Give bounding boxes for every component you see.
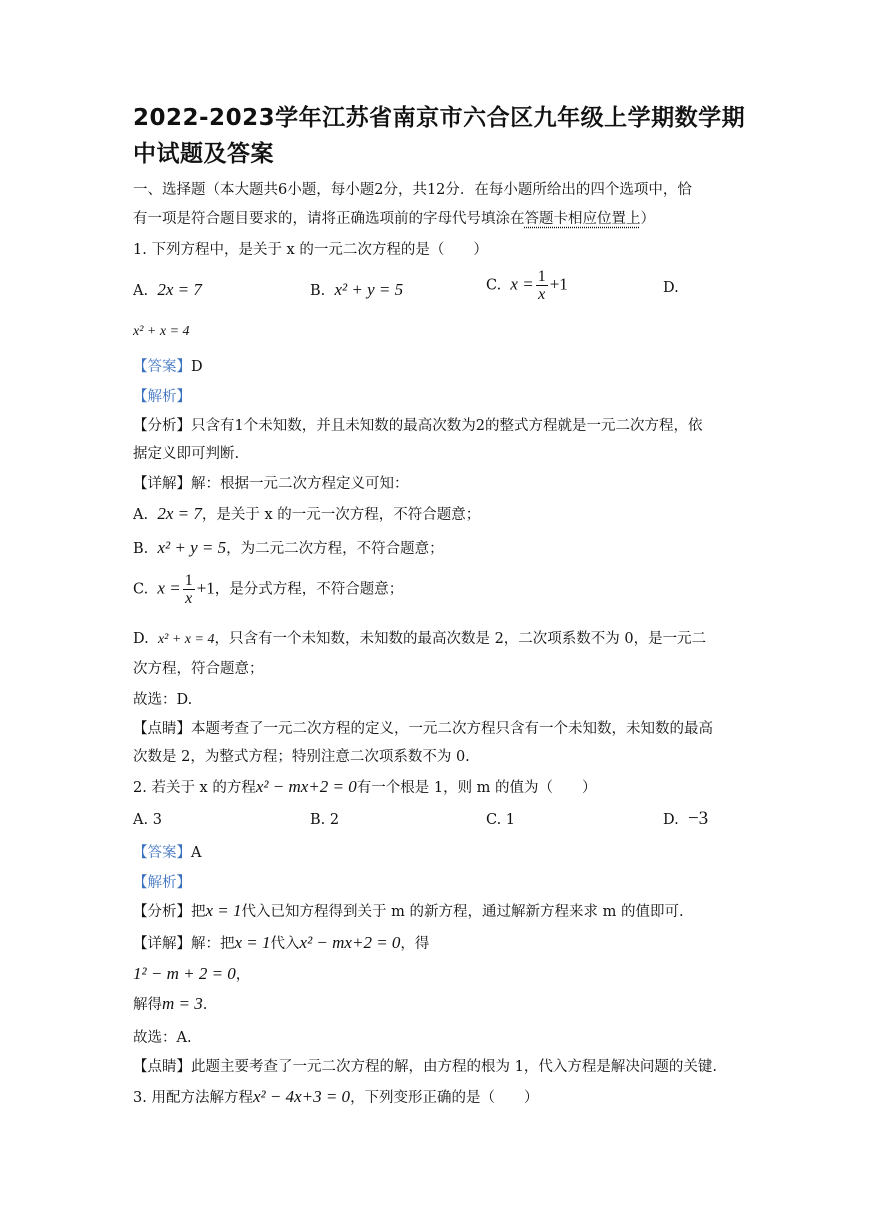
q2-option-a: A. 3 bbox=[133, 812, 162, 828]
q1-dianjing: 【点睛】本题考查了一元二次方程的定义，一元二次方程只含有一个未知数，未知数的最高 bbox=[133, 721, 713, 737]
q2-fenxi: 【分析】把x = 1代入已知方程得到关于 m 的新方程，通过解新方程来求 m 的值即可. bbox=[133, 901, 684, 920]
fraction: $\frac{1}{x}$ bbox=[184, 572, 193, 607]
q1-detail-a: A. 2x = 7，是关于 x 的一元一次方程，不符合题意； bbox=[133, 504, 481, 523]
q1-option-c: C. x = $\frac{1}{x}$ +1 bbox=[486, 268, 568, 303]
q1-dianjing-2: 次数是 2，为整式方程；特别注意二次项系数不为 0. bbox=[133, 749, 470, 765]
q1-stem: 1. 下列方程中，是关于 x 的一元二次方程的是（ ） bbox=[133, 242, 488, 258]
q2-analysis-tag: 【解析】 bbox=[133, 875, 191, 891]
q1-xiangjie: 【详解】解：根据一元二次方程定义可知： bbox=[133, 476, 409, 492]
q1-option-b: B. x² + y = 5 bbox=[310, 280, 404, 299]
q1-guxuan: 故选：D. bbox=[133, 692, 193, 708]
q2-option-c: C. 1 bbox=[486, 812, 516, 828]
q2-answer: 【答案】A bbox=[133, 845, 202, 861]
q2-dianjing: 【点睛】此题主要考查了一元二次方程的解，由方程的根为 1，代入方程是解决问题的关键. bbox=[133, 1059, 717, 1075]
q1-fenxi: 【分析】只含有1个未知数，并且未知数的最高次数为2的整式方程就是一元二次方程，依 bbox=[133, 418, 703, 434]
q1-detail-b: B. x² + y = 5，为二元二次方程，不符合题意； bbox=[133, 538, 444, 557]
q2-option-b: B. 2 bbox=[310, 812, 340, 828]
q2-stem: 2. 若关于 x 的方程x² − mx+2 = 0有一个根是 1，则 m 的值为（ ） bbox=[133, 777, 597, 796]
q2-guxuan: 故选：A. bbox=[133, 1030, 192, 1046]
q1-option-d-label: D. bbox=[663, 280, 679, 296]
q1-fenxi-2: 据定义即可判断. bbox=[133, 446, 240, 462]
q2-option-d: D. −3 bbox=[663, 808, 709, 829]
q1-detail-d-2: 次方程，符合题意； bbox=[133, 661, 264, 677]
section-instruction-line1: 一、选择题（本大题共6小题，每小题2分，共12分．在每小题所给出的四个选项中，恰 bbox=[133, 182, 692, 198]
q1-option-a: A. 2x = 7 bbox=[133, 280, 202, 299]
q1-answer: 【答案】D bbox=[133, 359, 203, 375]
section-instruction-line2: 有一项是符合题目要求的，请将正确选项前的字母代号填涂在答题卡相应位置上） bbox=[133, 211, 655, 227]
fraction: $\frac{1}{x}$ bbox=[537, 268, 546, 303]
q2-xiangjie: 【详解】解：把x = 1代入x² − mx+2 = 0，得 bbox=[133, 933, 430, 952]
q1-option-d-math: x² + x = 4 bbox=[133, 324, 190, 339]
q2-step-2: 解得m = 3. bbox=[133, 994, 208, 1013]
q1-detail-d: D. x² + x = 4，只含有一个未知数，未知数的最高次数是 2，二次项系数不为 0，是一元二 bbox=[133, 631, 707, 647]
q1-detail-c: C. x = $\frac{1}{x}$ +1，是分式方程，不符合题意； bbox=[133, 572, 404, 607]
q1-analysis-tag: 【解析】 bbox=[133, 389, 191, 405]
page-title: 2022-2023学年江苏省南京市六合区九年级上学期数学期中试题及答案 bbox=[133, 105, 746, 167]
q2-step-1: 1² − m + 2 = 0， bbox=[133, 964, 251, 983]
dotted-emphasis: 答题卡相应位置上 bbox=[524, 211, 641, 227]
q3-stem: 3. 用配方法解方程x² − 4x+3 = 0，下列变形正确的是（ ） bbox=[133, 1087, 539, 1106]
